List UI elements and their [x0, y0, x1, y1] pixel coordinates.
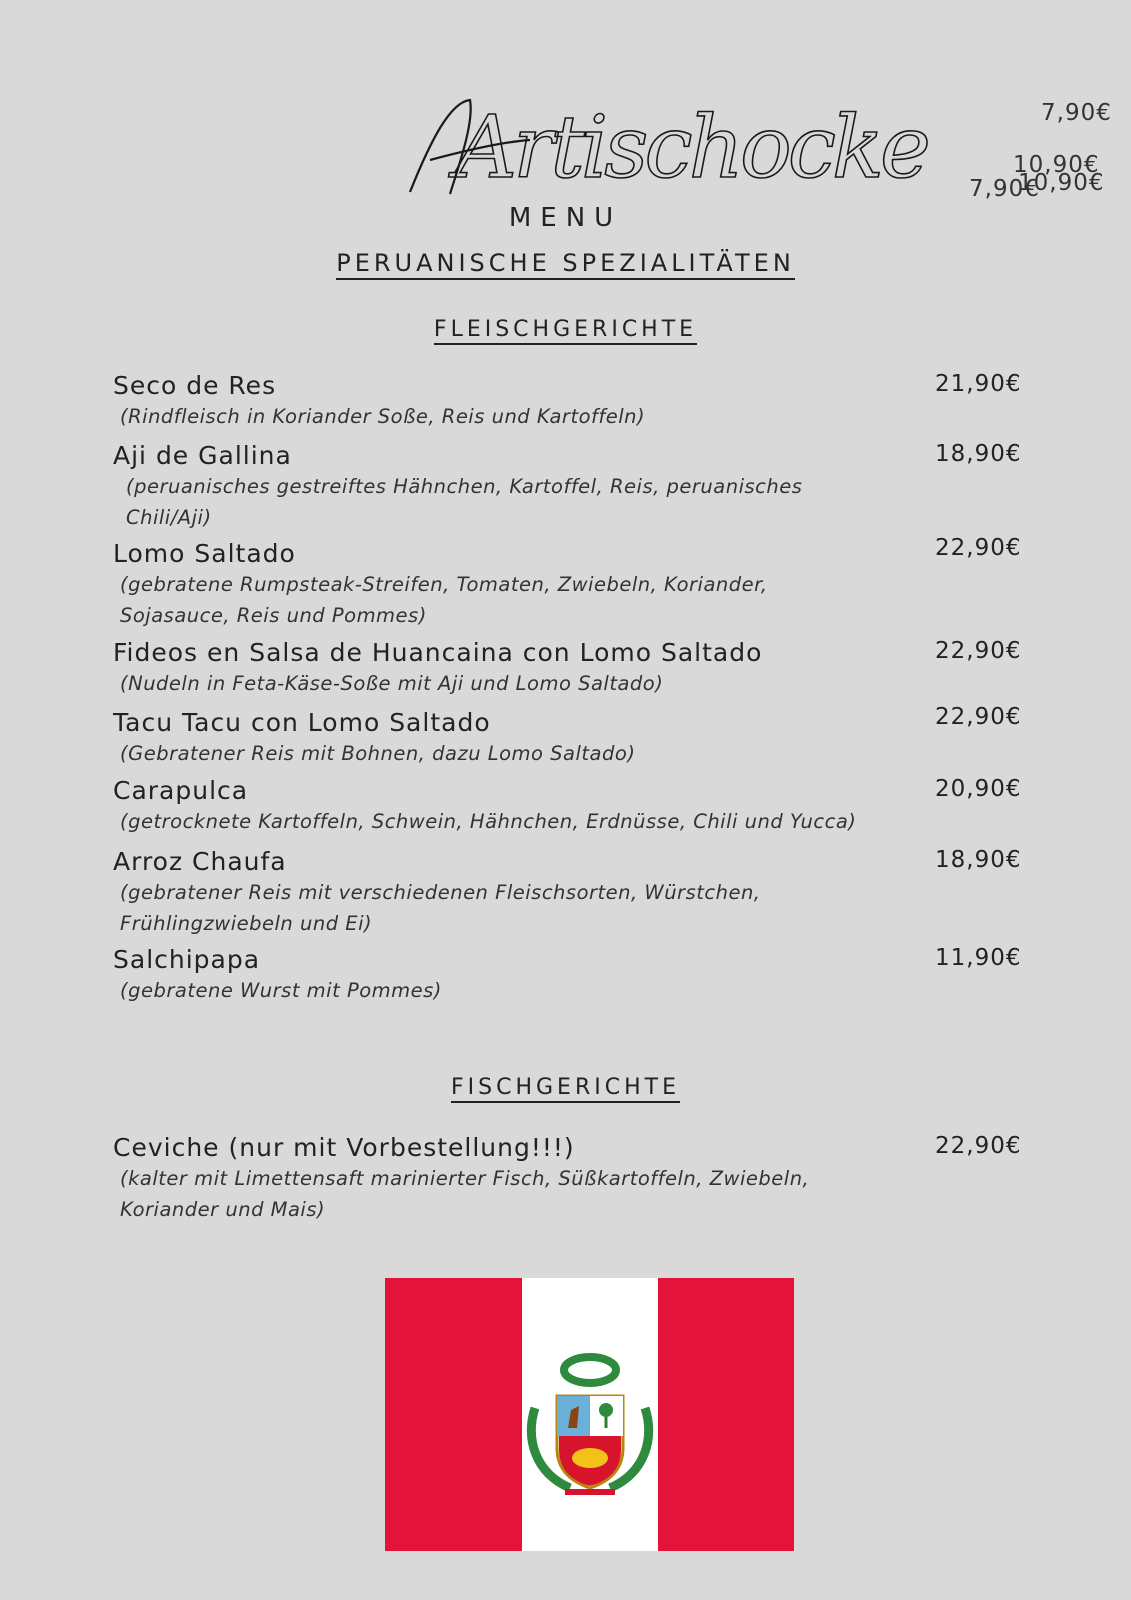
dish-price: 22,90€	[935, 1133, 1022, 1159]
dish-item	[113, 535, 1022, 631]
dish-description: (Nudeln in Feta-Käse-Soße mit Aji und Lomo Saltado)	[120, 672, 664, 695]
dish-name: Seco de Res	[113, 371, 277, 400]
artischocke-logo	[390, 82, 927, 212]
dish-description: (peruanisches gestreiftes Hähnchen, Kartoffel, Reis, peruanisches Chili/Aji)	[126, 475, 803, 529]
dish-item	[113, 371, 1022, 432]
dish-item	[113, 1133, 1022, 1225]
dish-price: 22,90€	[935, 704, 1022, 730]
peru-flag-icon	[385, 1278, 794, 1551]
dish-description: (getrocknete Kartoffeln, Schwein, Hähnchen, Erdnüsse, Chili und Yucca)	[120, 810, 857, 833]
dish-price: 18,90€	[935, 441, 1022, 467]
dish-description: (gebratener Reis mit verschiedenen Fleischsorten, Würstchen, Frühlingzwiebeln und Ei)	[120, 881, 761, 935]
dish-price: 22,90€	[935, 638, 1022, 664]
dish-description: (gebratene Wurst mit Pommes)	[120, 979, 442, 1002]
stray-price-1: 7,90€	[1041, 100, 1112, 126]
dish-description: (kalter mit Limettensaft marinierter Fisch, Süßkartoffeln, Zwiebeln, Koriander und Mais)	[120, 1167, 810, 1221]
dish-item	[113, 945, 1022, 1006]
dish-item	[113, 638, 1022, 699]
dish-name: Ceviche (nur mit Vorbestellung!!!)	[113, 1133, 575, 1162]
stray-price-3: 7,90€	[969, 176, 1040, 202]
section-title-fisch: FISCHGERICHTE	[0, 1075, 1131, 1100]
dish-price: 18,90€	[935, 847, 1022, 873]
dish-name: Lomo Saltado	[113, 539, 296, 568]
dish-price: 20,90€	[935, 776, 1022, 802]
dish-price: 11,90€	[935, 945, 1022, 971]
dish-price: 21,90€	[935, 371, 1022, 397]
dish-name: Arroz Chaufa	[113, 847, 287, 876]
dish-description: (gebratene Rumpsteak-Streifen, Tomaten, Zwiebeln, Koriander, Sojasauce, Reis und Pommes)	[120, 573, 768, 627]
dish-item	[113, 441, 1022, 533]
dish-item	[113, 776, 1022, 837]
logo-text: Artischocke	[455, 98, 927, 198]
stray-price-2: 10,90€	[1013, 152, 1100, 178]
dish-price: 22,90€	[935, 535, 1022, 561]
menu-label: MENU	[508, 203, 623, 233]
dish-description: (Gebratener Reis mit Bohnen, dazu Lomo Saltado)	[120, 742, 636, 765]
dish-item	[113, 847, 1022, 939]
dish-name: Salchipapa	[113, 945, 261, 974]
dish-item	[113, 704, 1022, 769]
section-title-fleisch: FLEISCHGERICHTE	[0, 317, 1131, 342]
dish-name: Aji de Gallina	[113, 441, 292, 470]
dish-name: Tacu Tacu con Lomo Saltado	[113, 708, 491, 737]
stray-price-4: 10,90€	[1018, 170, 1105, 196]
dish-name: Fideos en Salsa de Huancaina con Lomo Saltado	[113, 638, 763, 667]
dish-name: Carapulca	[113, 776, 249, 805]
dish-description: (Rindfleisch in Koriander Soße, Reis und Kartoffeln)	[120, 405, 646, 428]
page-subtitle: PERUANISCHE SPEZIALITÄTEN	[0, 249, 1131, 277]
